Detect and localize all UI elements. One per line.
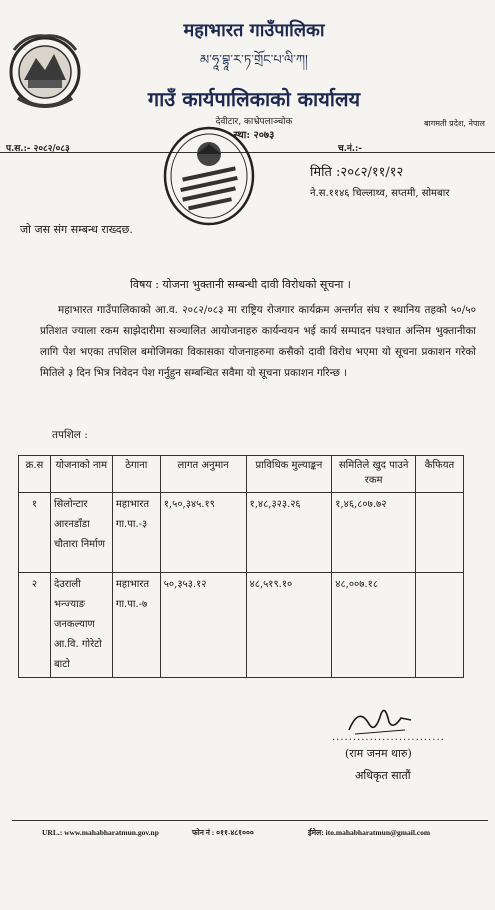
table-row bbox=[19, 493, 464, 573]
header-estimate: लागत अनुमान bbox=[160, 456, 246, 493]
municipality-name: महाभारत गाउँपालिका bbox=[183, 20, 325, 41]
recipient-line: जो जस संग सम्बन्ध राख्दछ. bbox=[20, 223, 133, 236]
office-address: देवीटार, काभ्रेपलाञ्चोक bbox=[215, 117, 293, 127]
schemes-table bbox=[18, 455, 464, 678]
cell-scheme-name: देउराली भन्ज्याङ जनकल्याण आ.वि. गोरेटो बाटो bbox=[50, 573, 112, 678]
cell-evaluation: १,४८,३२३.२६ bbox=[246, 493, 332, 573]
signature-line: ........................... bbox=[332, 732, 445, 743]
subject-line: विषय : योजना भुक्तानी सम्बन्धी दावी विरोधको सूचना । bbox=[130, 278, 351, 291]
letter-number: प.स.:- २०८२/०८३ bbox=[6, 144, 70, 154]
footer-email: ईमेल: ito.mahabharatmun@gmail.com bbox=[308, 828, 431, 837]
nepal-sambat-date: ने.स.११४६ चिल्लाथ्व, सप्तमी, सोमबार bbox=[310, 188, 450, 199]
cell-estimate: १,५०,३४५.१९ bbox=[160, 493, 246, 573]
established-year: स्था: २०७३ bbox=[233, 130, 275, 141]
footer-divider bbox=[12, 820, 488, 821]
office-seal-stamp bbox=[160, 124, 258, 228]
header-location: ठेगाना bbox=[112, 456, 160, 493]
header-sn: क्र.स bbox=[19, 456, 51, 493]
officer-name: (राम जनम थारु) bbox=[345, 747, 412, 760]
footer-url: URL.: www.mahabharatmun.gov.np bbox=[42, 828, 159, 837]
table-header-row bbox=[19, 456, 464, 493]
cell-location: महाभारत गा.पा.-७ bbox=[112, 573, 160, 678]
office-header bbox=[84, 16, 424, 141]
header-remarks: कैफियत bbox=[416, 456, 464, 493]
officer-title: अधिकृत सातौं bbox=[355, 769, 411, 782]
header-payable: समितिले खुद पाउने रकम bbox=[332, 456, 416, 493]
municipality-name-script: མ་ཧཱ་བྷཱ་ར་ཏ་གྲོང་པ་ལི་ཀ། bbox=[200, 53, 308, 68]
notice-body: महाभारत गाउँपालिकाको आ.व. २०८२/०८३ मा राष्ट्रिय रोजगार कार्यक्रम अन्तर्गत संघ र स्थानिय तहको ५०/५० प्रतिशत ज्याला रकम साझेदारीमा सञ्चालित आयोजनाहरु कार्यन्वयन भई कार्य सम्पादन पश्चात अन्तिम भुक्तानीका लागि पेश भएका तपशिल बमोजिमका विकासका योजनाहरुमा कसैको दावी विरोध भएमा यो सूचना प्रकाशन गरेको मितिले ३ दिन भित्र निवेदन पेश गर्नुहुन सम्बन्धित सवैमा यो सूचना प्रकाशन गरिन्छ । bbox=[40, 304, 476, 379]
dispatch-number: च.नं.:- bbox=[338, 144, 363, 154]
cell-remarks bbox=[416, 573, 464, 678]
province-name: बागमती प्रदेश, नेपाल bbox=[424, 119, 485, 128]
letter-date: मिति :२०८२/११/१२ bbox=[310, 165, 404, 180]
office-name: गाउँ कार्यपालिकाको कार्यालय bbox=[147, 87, 361, 111]
cell-sn: १ bbox=[19, 493, 51, 573]
cell-payable: ४८,००७.१८ bbox=[332, 573, 416, 678]
details-label: तपशिल : bbox=[52, 429, 88, 441]
cell-remarks bbox=[416, 493, 464, 573]
header-scheme-name: योजनाको नाम bbox=[50, 456, 112, 493]
table-row bbox=[19, 573, 464, 678]
footer-phone: फोन नं : ०११-४८१००० bbox=[192, 828, 254, 837]
cell-scheme-name: सिलोन्टार आरनडाँडा चौतारा निर्माण bbox=[50, 493, 112, 573]
cell-evaluation: ४८,५१९.१० bbox=[246, 573, 332, 678]
header-evaluation: प्राविधिक मुल्याङ्कन bbox=[246, 456, 332, 493]
cell-sn: २ bbox=[19, 573, 51, 678]
cell-estimate: ५०,३५३.१२ bbox=[160, 573, 246, 678]
cell-payable: १,४६,८०७.७२ bbox=[332, 493, 416, 573]
cell-location: महाभारत गा.पा.-३ bbox=[112, 493, 160, 573]
nepal-emblem-icon bbox=[6, 28, 84, 114]
